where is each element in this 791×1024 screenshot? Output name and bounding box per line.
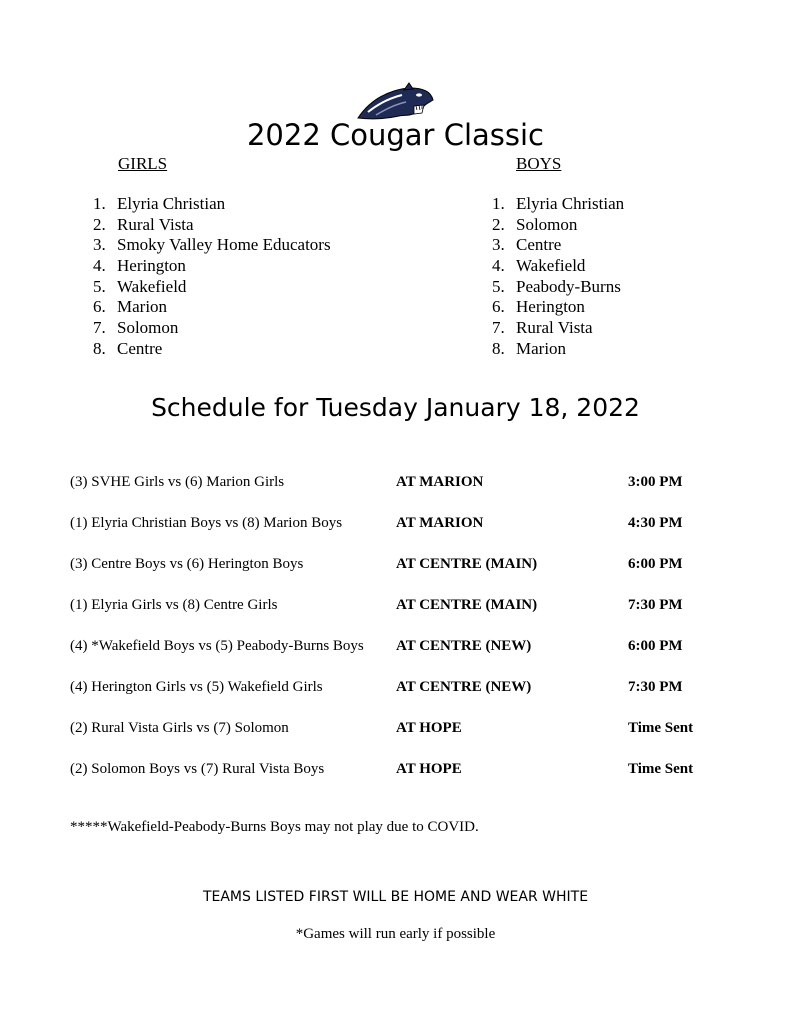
list-item <box>93 339 331 360</box>
game-location: AT CENTRE (NEW) <box>396 638 532 654</box>
game-location: AT HOPE <box>396 761 462 777</box>
team-name: Elyria Christian <box>117 194 226 213</box>
game-time: Time Sent <box>628 761 694 777</box>
list-item <box>492 235 624 256</box>
table-row <box>70 556 770 597</box>
list-item <box>93 215 331 236</box>
team-name: Solomon <box>516 214 578 234</box>
seed-number: 5. <box>93 276 106 296</box>
game-time: 7:30 PM <box>628 597 683 613</box>
page-title: 2022 Cougar Classic <box>246 118 544 152</box>
game-location: AT CENTRE (MAIN) <box>396 597 538 613</box>
game-matchup: (2) Solomon Boys vs (7) Rural Vista Boys <box>70 761 325 777</box>
seed-number: 4. <box>93 256 106 276</box>
seed-number: 1. <box>93 194 106 213</box>
seed-number: 3. <box>492 235 505 255</box>
schedule-table <box>70 474 770 802</box>
team-name: Rural Vista <box>516 318 593 338</box>
seed-number: 6. <box>93 297 106 317</box>
seed-number: 3. <box>93 235 106 255</box>
game-time: 6:00 PM <box>628 556 683 572</box>
team-name: Marion <box>516 338 567 358</box>
team-name: Wakefield <box>117 276 187 296</box>
team-name: Herington <box>516 297 585 317</box>
game-location: AT CENTRE (MAIN) <box>396 556 538 572</box>
list-item <box>492 277 624 298</box>
table-row <box>70 761 770 802</box>
game-matchup: (3) SVHE Girls vs (6) Marion Girls <box>70 474 285 490</box>
table-row <box>70 679 770 720</box>
girls-heading: GIRLS <box>118 154 168 173</box>
seed-number: 8. <box>93 338 106 358</box>
team-name: Rural Vista <box>117 214 194 234</box>
team-name: Wakefield <box>516 256 586 276</box>
game-matchup: (3) Centre Boys vs (6) Herington Boys <box>70 556 304 572</box>
girls-seed-list <box>93 194 331 360</box>
game-location: AT MARION <box>396 515 484 531</box>
team-name: Solomon <box>117 318 179 338</box>
list-item <box>492 339 624 360</box>
seed-number: 7. <box>93 318 106 338</box>
list-item <box>93 318 331 339</box>
team-name: Marion <box>117 297 168 317</box>
list-item <box>492 194 624 215</box>
list-item <box>93 297 331 318</box>
list-item <box>93 256 331 277</box>
team-name: Smoky Valley Home Educators <box>117 235 331 255</box>
seed-number: 5. <box>492 276 505 296</box>
seed-number: 2. <box>93 214 106 234</box>
game-matchup: (1) Elyria Christian Boys vs (8) Marion Boys <box>70 515 343 531</box>
seed-number: 1. <box>492 194 505 213</box>
list-item <box>93 277 331 298</box>
home-team-note: TEAMS LISTED FIRST WILL BE HOME AND WEAR WHITE <box>202 889 589 905</box>
game-location: AT MARION <box>396 474 484 490</box>
table-row <box>70 515 770 556</box>
team-name: Elyria Christian <box>516 194 625 213</box>
game-time: 4:30 PM <box>628 515 683 531</box>
boys-heading: BOYS <box>516 154 562 173</box>
team-name: Centre <box>516 235 562 255</box>
game-matchup: (1) Elyria Girls vs (8) Centre Girls <box>70 597 278 613</box>
team-name: Centre <box>117 338 163 358</box>
list-item <box>93 235 331 256</box>
table-row <box>70 597 770 638</box>
list-item <box>492 318 624 339</box>
table-row <box>70 720 770 761</box>
covid-note: *****Wakefield-Peabody-Burns Boys may not play due to COVID. <box>70 819 479 835</box>
game-time: 6:00 PM <box>628 638 683 654</box>
schedule-title: Schedule for Tuesday January 18, 2022 <box>151 393 640 422</box>
early-start-note: *Games will run early if possible <box>295 926 496 942</box>
seed-number: 7. <box>492 318 505 338</box>
game-time: Time Sent <box>628 720 694 736</box>
game-matchup: (4) Herington Girls vs (5) Wakefield Girls <box>70 679 323 695</box>
list-item <box>492 215 624 236</box>
game-time: 7:30 PM <box>628 679 683 695</box>
game-matchup: (4) *Wakefield Boys vs (5) Peabody-Burns Boys <box>70 638 364 654</box>
game-matchup: (2) Rural Vista Girls vs (7) Solomon <box>70 720 289 736</box>
team-name: Peabody-Burns <box>516 276 621 296</box>
game-location: AT CENTRE (NEW) <box>396 679 532 695</box>
game-location: AT HOPE <box>396 720 462 736</box>
list-item <box>492 297 624 318</box>
seed-number: 8. <box>492 338 505 358</box>
table-row <box>70 638 770 679</box>
boys-seed-list <box>492 194 624 360</box>
list-item <box>93 194 331 215</box>
seed-number: 4. <box>492 256 505 276</box>
team-name: Herington <box>117 256 186 276</box>
game-time: 3:00 PM <box>628 474 683 490</box>
seed-number: 2. <box>492 214 505 234</box>
seed-number: 6. <box>492 297 505 317</box>
list-item <box>492 256 624 277</box>
table-row <box>70 474 770 515</box>
